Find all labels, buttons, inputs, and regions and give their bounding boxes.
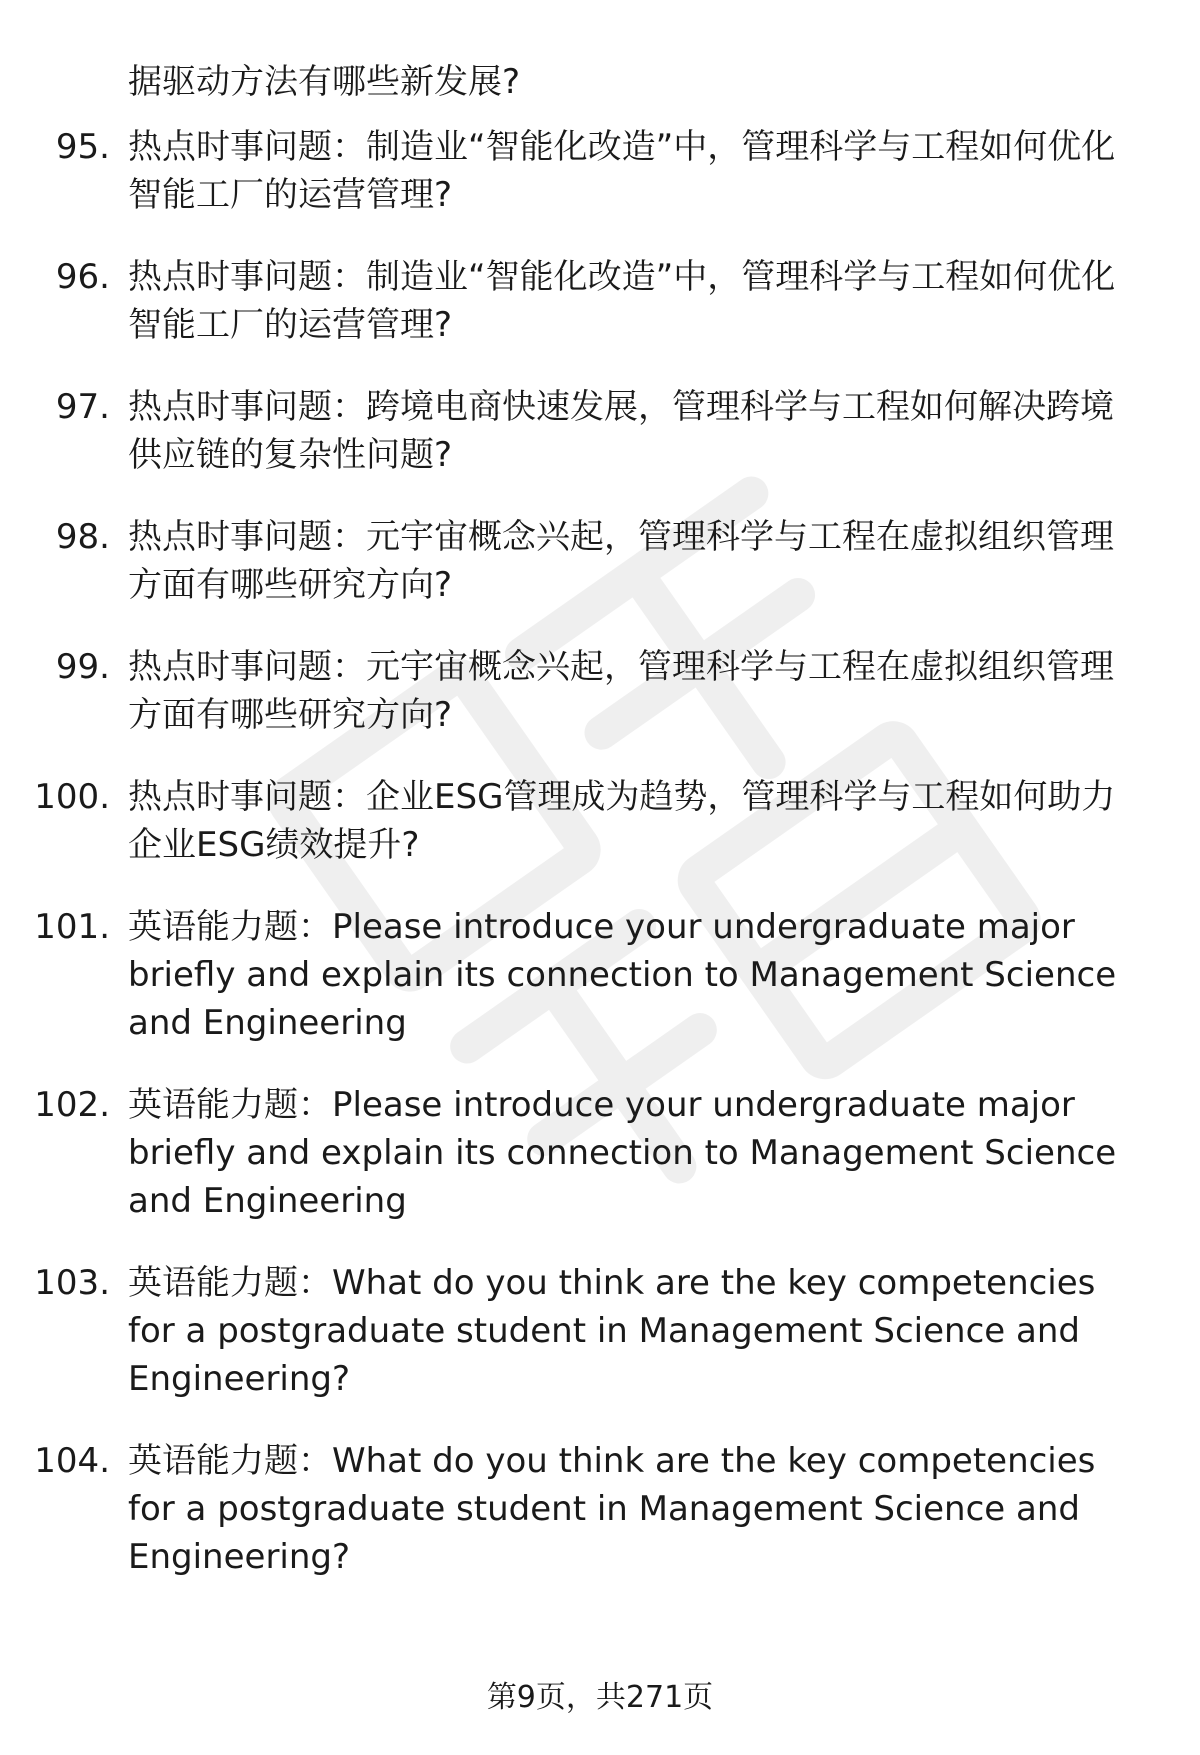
item-text: 英语能力题：What do you think are the key competencies for a postgraduate student in Management Science and Engineering?	[128, 1441, 1096, 1577]
item-text: 热点时事问题：跨境电商快速发展，管理科学与工程如何解决跨境供应链的复杂性问题?	[128, 387, 1114, 475]
item-number: 104.	[34, 1441, 110, 1481]
list-item	[0, 1081, 1200, 1225]
item-number: 95.	[55, 127, 110, 167]
item-number: 97.	[55, 387, 110, 427]
page-number-footer: 第9页，共271页	[486, 1680, 714, 1715]
item-text: 英语能力题：Please introduce your undergraduate major briefly and explain its connection to Management Science and Engineering	[128, 907, 1117, 1043]
item-number: 100.	[34, 777, 110, 817]
item-number: 96.	[55, 257, 110, 297]
item-text: 英语能力题：What do you think are the key competencies for a postgraduate student in Management Science and Engineering?	[128, 1263, 1096, 1399]
item-number: 99.	[55, 647, 110, 687]
item-number: 103.	[34, 1263, 110, 1303]
item-number: 101.	[34, 907, 110, 947]
list-item	[0, 773, 1200, 869]
list-item	[0, 903, 1200, 1047]
question-list	[0, 123, 1200, 1615]
item-text: 热点时事问题：制造业“智能化改造”中，管理科学与工程如何优化智能工厂的运营管理?	[128, 257, 1116, 345]
list-item	[0, 253, 1200, 349]
list-item	[0, 1437, 1200, 1581]
item-text: 热点时事问题：制造业“智能化改造”中，管理科学与工程如何优化智能工厂的运营管理?	[128, 127, 1116, 215]
item-text: 热点时事问题：元宇宙概念兴起，管理科学与工程在虚拟组织管理方面有哪些研究方向?	[128, 517, 1114, 605]
item-text: 热点时事问题：企业ESG管理成为趋势，管理科学与工程如何助力企业ESG绩效提升?	[128, 777, 1116, 865]
item-text: 英语能力题：Please introduce your undergraduate major briefly and explain its connection to Management Science and Engineering	[128, 1085, 1117, 1221]
list-item	[0, 513, 1200, 609]
item-number: 102.	[34, 1085, 110, 1125]
list-item	[0, 1259, 1200, 1403]
list-item	[0, 643, 1200, 739]
list-item	[0, 123, 1200, 219]
continuation-text: 据驱动方法有哪些新发展?	[128, 62, 521, 102]
list-item	[0, 383, 1200, 479]
item-text: 热点时事问题：元宇宙概念兴起，管理科学与工程在虚拟组织管理方面有哪些研究方向?	[128, 647, 1114, 735]
item-number: 98.	[55, 517, 110, 557]
